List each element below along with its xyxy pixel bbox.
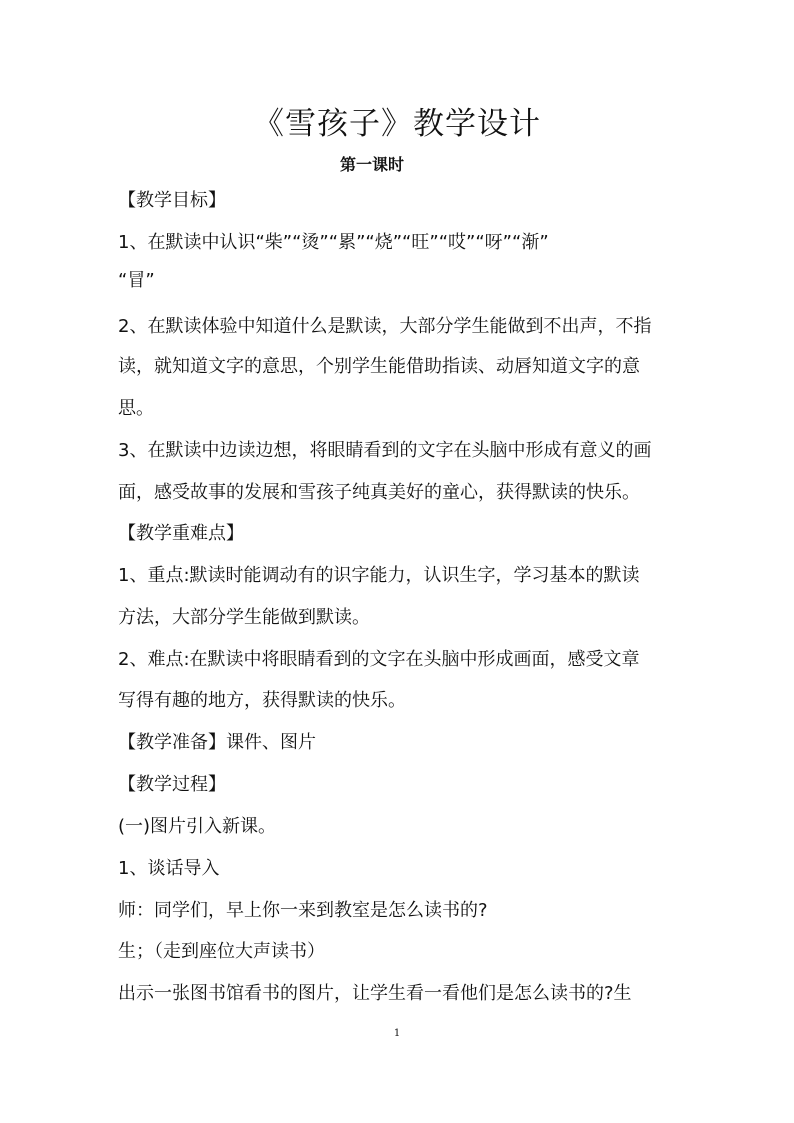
paragraph-line: 3、在默读中边读边想，将眼睛看到的文字在头脑中形成有意义的画 [118,440,652,461]
paragraph-line: 思。 [118,398,154,419]
paragraph-line: 生；（走到座位大声读书） [118,941,325,962]
page-number: 1 [393,1028,401,1039]
paragraph-line: 1、在默读中认识“柴”“烫”“累”“烧”“旺”“哎”“呀”“渐” [118,232,549,253]
paragraph-line: 2、难点:在默读中将眼睛看到的文字在头脑中形成画面，感受文章 [118,649,640,670]
heading-objectives: 【教学目标】 [118,190,226,211]
paragraph-line: 方法，大部分学生能做到默读。 [118,607,370,628]
paragraph-line: 2、在默读体验中知道什么是默读，大部分学生能做到不出声，不指 [118,316,652,337]
paragraph-line: 写得有趣的地方，获得默读的快乐。 [118,690,406,711]
paragraph-line: 出示一张图书馆看书的图片，让学生看一看他们是怎么读书的?生 [118,983,632,1004]
paragraph-line: 读，就知道文字的意思，个别学生能借助指读、动唇知道文字的意 [118,356,640,377]
paragraph-line: “冒” [118,270,155,291]
paragraph-line: 1、谈话导入 [118,858,220,879]
heading-key-points: 【教学重难点】 [118,523,244,544]
paragraph-line: 师：同学们，早上你一来到教室是怎么读书的? [118,900,488,921]
section-item: (一)图片引入新课。 [118,816,277,837]
lesson-subtitle: 第一课时 [340,155,405,174]
document-title: 《雪孩子》教学设计 [253,106,541,142]
heading-process: 【教学过程】 [118,774,226,795]
paragraph-line: 1、重点:默读时能调动有的识字能力，认识生字，学习基本的默读 [118,565,640,586]
paragraph-line: 面，感受故事的发展和雪孩子纯真美好的童心，获得默读的快乐。 [118,482,640,503]
heading-preparation: 【教学准备】课件、图片 [118,732,316,753]
